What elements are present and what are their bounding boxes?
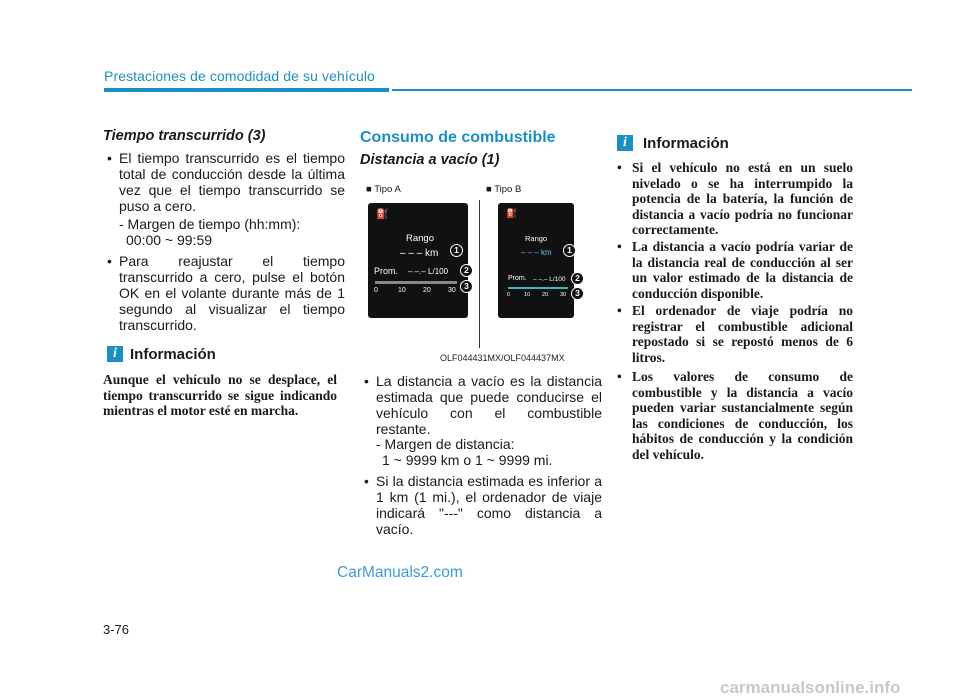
scale-tick: 0 <box>507 292 511 298</box>
range-label: Rango <box>406 233 434 244</box>
info-icon: i <box>107 346 123 362</box>
subhead-elapsed-time: Tiempo transcurrido (3) <box>103 128 266 144</box>
scale-tick: 20 <box>542 292 549 298</box>
range-value: – – – km <box>521 248 552 257</box>
distance-range-value: 1 ~ 9999 km o 1 ~ 9999 mi. <box>382 452 553 468</box>
time-range-label: - Margen de tiempo (hh:mm): <box>119 216 301 232</box>
fuel-pump-icon: ⛽ <box>376 209 389 220</box>
section-header-title: Prestaciones de comodidad de su vehículo <box>104 68 375 84</box>
bullet-text: El tiempo transcurrido es el tiempo total de conducción desde la última vez que el tiempo transcurrido se puso a cero. <box>119 150 345 214</box>
bullet-dot: • <box>364 473 369 489</box>
page-number: 3-76 <box>103 622 130 637</box>
bullet-reset-instruction <box>107 253 345 333</box>
info-text: Aunque el vehículo no se desplace, el tiempo transcurrido se sigue indicando mientras el motor esté en marcha. <box>103 372 337 418</box>
bullet-text: Para reajustar el tiempo transcurrido a cero, pulse el botón OK en el volante durante más de 1 segundo al visualizar el tiempo transcurrido. <box>119 253 345 333</box>
avg-value: – –.– L/100 <box>408 267 449 276</box>
bullet-dot: • <box>617 303 622 318</box>
bullet-dot: • <box>364 373 369 389</box>
bullet-dot: • <box>107 253 112 269</box>
scale-tick: 30 <box>448 287 456 294</box>
info-item <box>617 239 853 301</box>
info-item <box>617 160 853 238</box>
avg-label: Prom. <box>508 275 527 282</box>
info-item-text: Los valores de consumo de combustible y la distancia a vacío pueden variar sustancialmente según las condiciones de conducción, los hábitos de conducción y la condición del vehículo. <box>632 369 853 462</box>
info-item-text: El ordenador de viaje podría no registrar el combustible adicional repostado si se repostó menos de 6 litros. <box>632 303 853 365</box>
callout-1: 1 <box>450 244 463 257</box>
fuel-pump-icon: ⛽ <box>506 208 518 218</box>
scale-tick: 10 <box>398 287 406 294</box>
subhead-distance-to-empty: Distancia a vacío (1) <box>360 152 500 168</box>
distance-range-label: - Margen de distancia: <box>376 436 515 452</box>
bullet-distance-definition <box>364 373 602 437</box>
figure-label-type-b: ■ Tipo B <box>486 184 522 195</box>
scale-tick: 10 <box>524 292 531 298</box>
callout-2: 2 <box>571 272 584 285</box>
scale-tick: 30 <box>560 292 567 298</box>
avg-bar <box>375 281 457 284</box>
info-title: Información <box>130 346 216 363</box>
bullet-text: La distancia a vacío es la distancia estimada que puede conducirse el vehículo con el combustible restante. <box>376 373 602 437</box>
callout-1: 1 <box>563 244 576 257</box>
scale-tick: 0 <box>374 287 378 294</box>
info-title: Información <box>643 135 729 152</box>
info-item <box>617 303 853 365</box>
avg-label: Prom. <box>374 266 399 276</box>
bullet-dot: • <box>617 369 622 384</box>
info-item-text: Si el vehículo no está en un suelo nivelado o se ha interrumpido la potencia de la batería, la función de distancia a vacío podría no funcionar correctamente. <box>632 160 853 238</box>
time-range-value: 00:00 ~ 99:59 <box>126 232 213 248</box>
header-rule-thin <box>392 89 912 91</box>
bullet-low-distance <box>364 473 602 537</box>
bullet-elapsed-definition <box>107 150 345 214</box>
range-value: – – – km <box>400 248 439 259</box>
figure-label-type-a: ■ Tipo A <box>366 184 401 195</box>
bullet-dot: • <box>107 150 112 166</box>
footer-watermark: carmanualsonline.info <box>720 678 901 697</box>
info-item-text: La distancia a vacío podría variar de la distancia real de conducción al ser un valor estimado de la distancia de conducción disponible. <box>632 239 853 301</box>
callout-3: 3 <box>571 287 584 300</box>
bullet-text: Si la distancia estimada es inferior a 1 km (1 mi.), el ordenador de viaje indicará "---" como distancia a vacío. <box>376 473 602 537</box>
screen-type-b <box>498 203 574 318</box>
callout-3: 3 <box>460 280 473 293</box>
figure-divider <box>479 200 480 348</box>
range-label: Rango <box>525 234 548 243</box>
avg-value: – –.– L/100 <box>533 276 566 283</box>
info-icon: i <box>617 135 633 151</box>
cluster-figure <box>360 178 597 348</box>
screen-type-a <box>368 203 468 318</box>
avg-bar <box>508 287 568 289</box>
figure-caption: OLF044431MX/OLF044437MX <box>440 353 565 363</box>
info-item <box>617 369 853 463</box>
section-title-fuel: Consumo de combustible <box>360 129 556 146</box>
scale-tick: 20 <box>423 287 431 294</box>
callout-2: 2 <box>460 264 473 277</box>
header-rule-thick <box>104 88 389 92</box>
watermark-link[interactable]: CarManuals2.com <box>337 564 463 581</box>
bullet-dot: • <box>617 160 622 175</box>
bullet-dot: • <box>617 239 622 254</box>
